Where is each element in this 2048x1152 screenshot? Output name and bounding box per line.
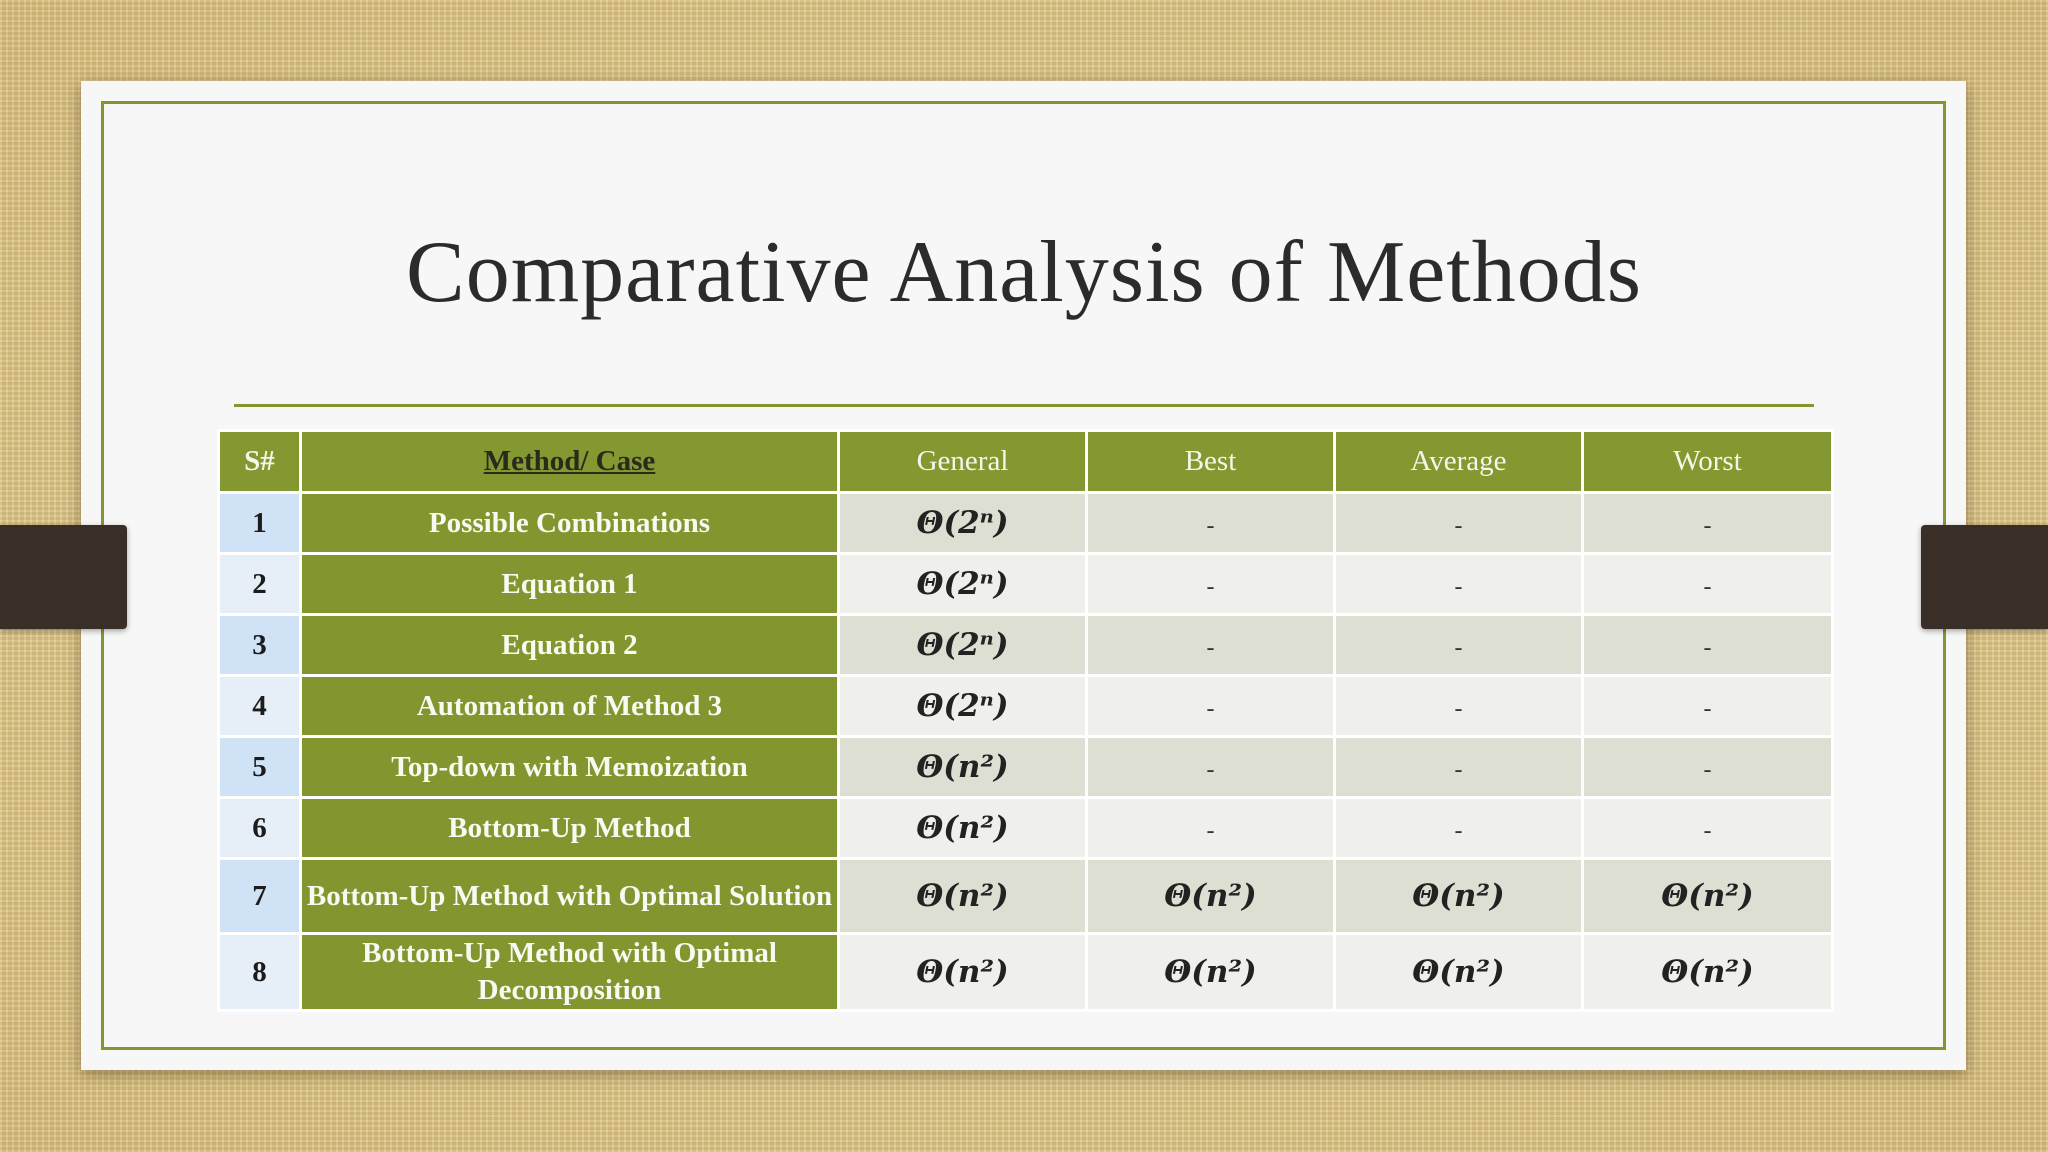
method-name: Bottom-Up Method: [301, 798, 839, 859]
best-complexity: Θ(n²): [1087, 859, 1335, 934]
average-complexity: Θ(n²): [1335, 934, 1583, 1011]
table-row: [219, 676, 1833, 737]
general-complexity: Θ(2ⁿ): [839, 676, 1087, 737]
method-name: Equation 2: [301, 615, 839, 676]
row-number: 7: [219, 859, 301, 934]
row-number: 3: [219, 615, 301, 676]
header-method: Method/ Case: [301, 431, 839, 493]
best-complexity: -: [1087, 554, 1335, 615]
worst-complexity: -: [1583, 676, 1833, 737]
best-complexity: -: [1087, 493, 1335, 554]
general-complexity: Θ(2ⁿ): [839, 554, 1087, 615]
general-complexity: Θ(2ⁿ): [839, 615, 1087, 676]
table-row: [219, 554, 1833, 615]
worst-complexity: -: [1583, 615, 1833, 676]
best-complexity: -: [1087, 737, 1335, 798]
worst-complexity: -: [1583, 493, 1833, 554]
row-number: 2: [219, 554, 301, 615]
header-best: Best: [1087, 431, 1335, 493]
general-complexity: Θ(n²): [839, 934, 1087, 1011]
row-number: 1: [219, 493, 301, 554]
table-row: [219, 737, 1833, 798]
best-complexity: -: [1087, 798, 1335, 859]
table-row: [219, 798, 1833, 859]
row-number: 6: [219, 798, 301, 859]
header-worst: Worst: [1583, 431, 1833, 493]
average-complexity: -: [1335, 493, 1583, 554]
row-number: 5: [219, 737, 301, 798]
worst-complexity: -: [1583, 554, 1833, 615]
comparison-table: [217, 429, 1834, 1012]
worst-complexity: Θ(n²): [1583, 934, 1833, 1011]
average-complexity: -: [1335, 798, 1583, 859]
header-average: Average: [1335, 431, 1583, 493]
left-tab-decoration: [0, 525, 127, 629]
table-row: [219, 615, 1833, 676]
method-name: Automation of Method 3: [301, 676, 839, 737]
general-complexity: Θ(n²): [839, 737, 1087, 798]
best-complexity: Θ(n²): [1087, 934, 1335, 1011]
header-sn: S#: [219, 431, 301, 493]
worst-complexity: Θ(n²): [1583, 859, 1833, 934]
method-name: Top-down with Memoization: [301, 737, 839, 798]
header-general: General: [839, 431, 1087, 493]
method-name: Bottom-Up Method with Optimal Decomposition: [301, 934, 839, 1011]
row-number: 4: [219, 676, 301, 737]
general-complexity: Θ(2ⁿ): [839, 493, 1087, 554]
title-divider: [234, 404, 1814, 407]
table-row: [219, 493, 1833, 554]
worst-complexity: -: [1583, 737, 1833, 798]
worst-complexity: -: [1583, 798, 1833, 859]
best-complexity: -: [1087, 615, 1335, 676]
general-complexity: Θ(n²): [839, 798, 1087, 859]
table-row: [219, 934, 1833, 1011]
average-complexity: -: [1335, 737, 1583, 798]
table-row: [219, 859, 1833, 934]
best-complexity: -: [1087, 676, 1335, 737]
method-name: Bottom-Up Method with Optimal Solution: [301, 859, 839, 934]
average-complexity: -: [1335, 554, 1583, 615]
average-complexity: -: [1335, 615, 1583, 676]
right-tab-decoration: [1921, 525, 2048, 629]
method-name: Equation 1: [301, 554, 839, 615]
method-name: Possible Combinations: [301, 493, 839, 554]
average-complexity: Θ(n²): [1335, 859, 1583, 934]
average-complexity: -: [1335, 676, 1583, 737]
table-header-row: [219, 431, 1833, 493]
slide-title: Comparative Analysis of Methods: [406, 224, 1642, 321]
row-number: 8: [219, 934, 301, 1011]
general-complexity: Θ(n²): [839, 859, 1087, 934]
